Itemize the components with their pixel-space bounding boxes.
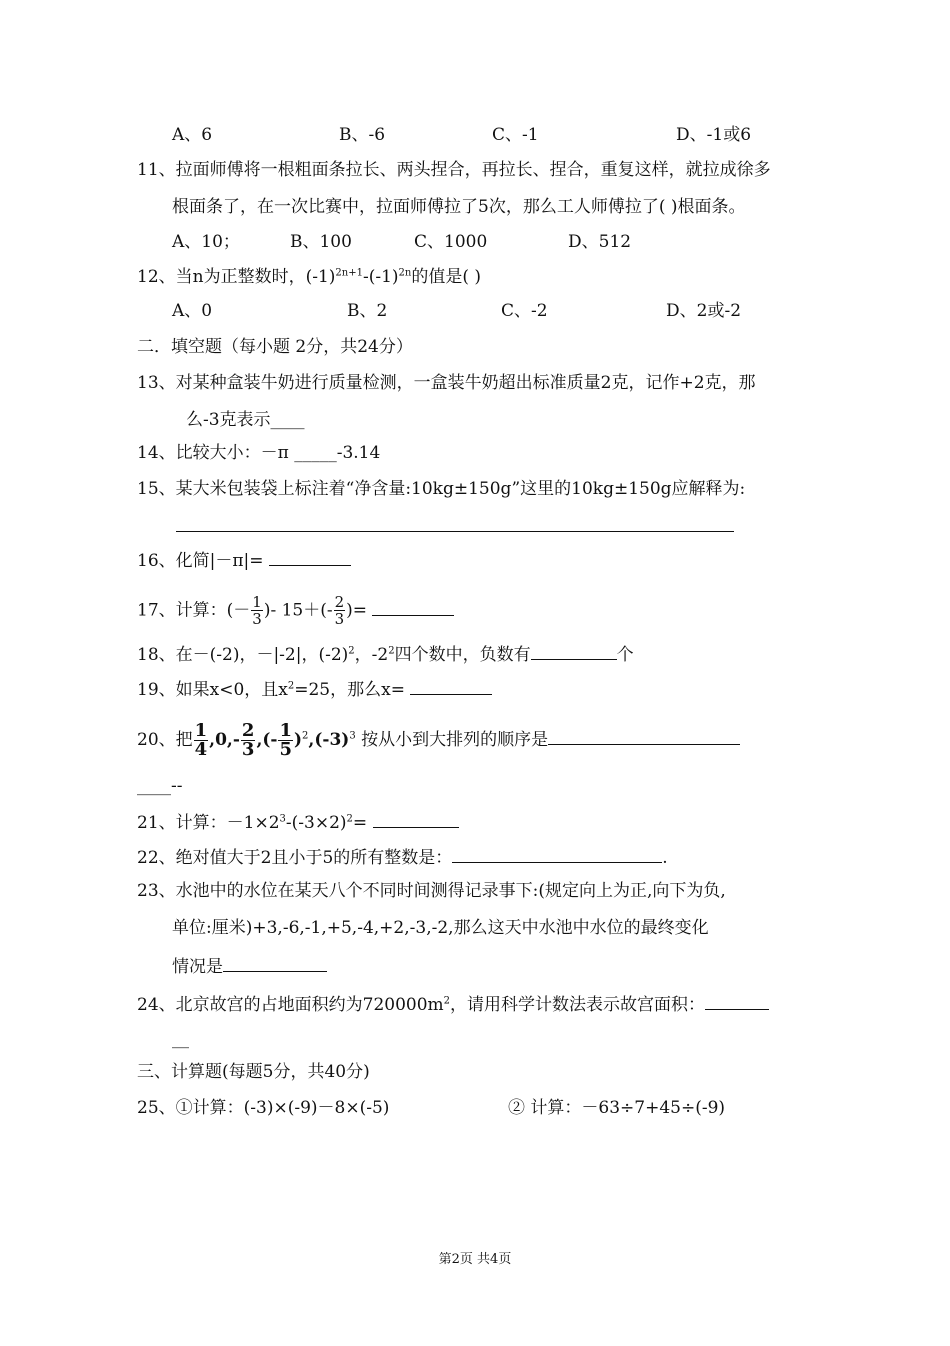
q12-option-a: A、0	[172, 301, 213, 321]
q22-suffix: .	[662, 848, 668, 868]
q12-exponent-1: 2n+1	[335, 267, 363, 279]
q12-suffix: 的值是( )	[411, 267, 482, 287]
q20-fraction-3-denominator: 5	[279, 739, 292, 760]
q10-option-a: A、6	[172, 125, 213, 145]
q17-prefix: 17、计算：(－	[137, 600, 251, 621]
q23-line-2: 单位:厘米)+3,-6,-1,+5,-4,+2,-3,-2,那么这天中水池中水位的最终变化	[172, 918, 709, 938]
q10-option-d: D、-1或6	[676, 125, 752, 145]
q24-answer-blank	[705, 993, 769, 1010]
q25-part-2: ② 计算：－63÷7+45÷(-9)	[508, 1098, 726, 1118]
q11-line-2: 根面条了，在一次比赛中，拉面师傅拉了5次，那么工人师傅拉了( )根面条。	[172, 197, 746, 217]
section-3-heading: 三、计算题(每题5分，共40分)	[137, 1062, 370, 1082]
q20-fraction-1-denominator: 4	[194, 739, 208, 760]
section-2-heading: 二．填空题（每小题 2分，共24分）	[137, 337, 413, 357]
q25-part-1: 25、①计算：(-3)×(-9)－8×(-5)	[137, 1098, 390, 1118]
q17-suffix: )=	[346, 600, 373, 621]
q23-line-3	[172, 955, 327, 978]
q20-middle-1: ,0,-	[209, 730, 240, 750]
q12-option-b: B、2	[347, 301, 388, 321]
q23-line-1: 23、水池中的水位在某天八个不同时间测得记录事下:(规定向上为正,向下为负,	[137, 881, 726, 901]
q16-label: 16、化简|－π|=	[137, 551, 269, 571]
q18-exponent-2: 2	[388, 645, 395, 657]
q18-tail: 个	[616, 645, 634, 665]
q20-exponent-1: 2	[302, 730, 309, 742]
q19-prefix: 19、如果x<0，且x	[137, 680, 288, 700]
q18-middle: ，-2	[354, 645, 389, 665]
q20-fraction-3	[278, 722, 293, 759]
q20-fraction-2-denominator: 3	[241, 739, 255, 760]
q21-suffix: =	[352, 813, 373, 833]
q20-middle-4: ,(-3)	[308, 730, 350, 750]
q17-fraction-2-numerator: 2	[334, 593, 345, 611]
q11-option-d: D、512	[568, 232, 632, 252]
q15-answer-line	[176, 531, 734, 532]
q12-prefix: 12、当n为正整数时，(-1)	[137, 267, 336, 287]
q20-middle-3: )	[294, 730, 303, 750]
q21-exponent-1: 3	[279, 813, 286, 825]
q17-fraction-2-denominator: 3	[334, 610, 345, 628]
q20-prefix: 20、把	[137, 730, 193, 750]
q24-exponent: 2	[443, 995, 451, 1007]
q22-text	[137, 846, 668, 869]
q20-fraction-2	[241, 722, 256, 759]
q17-answer-blank	[372, 599, 454, 616]
q20-text	[137, 722, 740, 759]
q17-text	[137, 595, 454, 627]
q19-answer-blank	[410, 678, 492, 695]
q17-fraction-1	[251, 595, 263, 627]
q13-line-1: 13、对某种盒装牛奶进行质量检测，一盒装牛奶超出标准质量2克，记作+2克，那	[137, 373, 756, 393]
q18-prefix: 18、在－(-2)，－|-2|，(-2)	[137, 645, 349, 665]
q16-answer-blank	[269, 549, 351, 566]
q20-middle-2: ,(-	[256, 730, 278, 750]
q14-text: 14、比较大小：－π _____-3.14	[137, 443, 381, 463]
q10-option-b: B、-6	[339, 125, 386, 145]
q20-continuation: ____--	[137, 776, 183, 796]
q17-fraction-1-denominator: 3	[252, 610, 262, 628]
q21-text	[137, 811, 459, 834]
q18-text	[137, 643, 634, 666]
q20-exponent-2: 3	[349, 730, 356, 742]
q20-answer-blank	[548, 728, 740, 745]
q18-suffix: 四个数中，负数有	[394, 645, 531, 665]
q21-exponent-2: 2	[346, 813, 353, 825]
q16-text	[137, 549, 351, 572]
q12-middle: -(-1)	[362, 267, 399, 287]
q24-continuation: __	[172, 1029, 189, 1049]
q24-prefix: 24、北京故宫的占地面积约为720000m	[137, 995, 444, 1015]
q11-option-a: A、10；	[172, 232, 240, 252]
q20-suffix: 按从小到大排列的顺序是	[361, 730, 549, 750]
q20-fraction-1	[194, 722, 209, 759]
q20-fraction-1-numerator: 1	[194, 720, 208, 741]
q12-option-c: C、-2	[501, 301, 548, 321]
q12-exponent-2: 2n	[398, 267, 412, 279]
q17-fraction-2	[334, 595, 346, 627]
q19-suffix: =25，那么x=	[294, 680, 411, 700]
q12-option-d: D、2或-2	[666, 301, 742, 321]
q15-text: 15、某大米包装袋上标注着“净含量:10kg±150g”这里的10kg±150g应解释为:	[137, 479, 746, 499]
q19-exponent: 2	[287, 680, 295, 692]
q21-prefix: 21、计算：－1×2	[137, 813, 280, 833]
q11-line-1: 11、拉面师傅将一根粗面条拉长、两头捏合，再拉长、捏合，重复这样，就拉成徐多	[137, 160, 771, 180]
q23-line-3-label: 情况是	[172, 957, 223, 977]
q22-answer-blank	[452, 846, 662, 863]
q24-text	[137, 993, 769, 1016]
q23-answer-blank	[223, 955, 327, 972]
q18-exponent-1: 2	[348, 645, 355, 657]
q21-answer-blank	[373, 811, 459, 828]
q19-text	[137, 678, 492, 701]
q13-line-2: 么-3克表示____	[186, 410, 305, 430]
q17-fraction-1-numerator: 1	[252, 593, 262, 611]
q11-option-c: C、1000	[414, 232, 488, 252]
q20-fraction-2-numerator: 2	[241, 720, 255, 741]
q24-suffix: ，请用科学计数法表示故宫面积：	[450, 995, 706, 1015]
page-footer: 第2页 共4页	[438, 1252, 512, 1267]
q11-option-b: B、100	[290, 232, 352, 252]
q12-text	[137, 266, 481, 288]
q21-middle: -(-3×2)	[285, 813, 347, 833]
q18-answer-blank	[531, 643, 617, 660]
q10-option-c: C、-1	[492, 125, 539, 145]
q17-middle: )- 15＋(-	[263, 600, 333, 621]
q22-prefix: 22、绝对值大于2且小于5的所有整数是：	[137, 848, 453, 868]
q20-fraction-3-numerator: 1	[279, 720, 292, 741]
